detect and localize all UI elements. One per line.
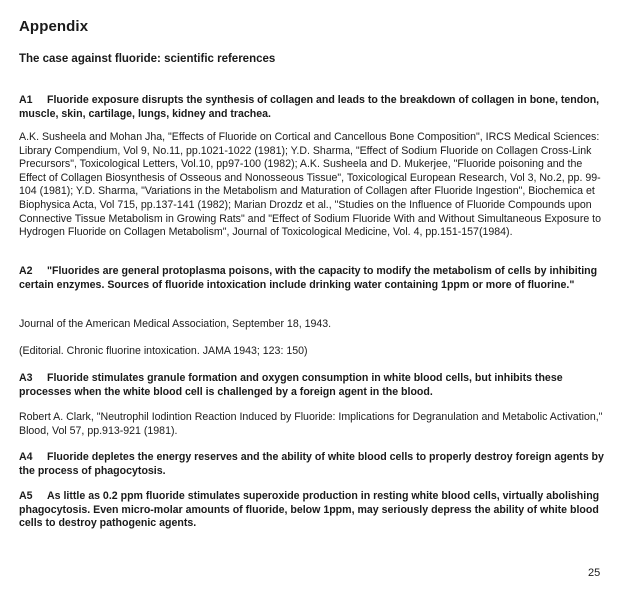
section-a3-heading	[19, 372, 611, 399]
appendix-title: Appendix	[19, 18, 89, 35]
section-a2-reference-1: Journal of the American Medical Association, September 18, 1943.	[19, 318, 332, 330]
section-heading-text: "Fluorides are general protoplasma poisons, with the capacity to modify the metabolism of cells by inhibiting certain enzymes. Sources of fluoride intoxication include drinking water containing 1ppm or more of fluorine."	[19, 265, 598, 291]
section-heading-text: Fluoride stimulates granule formation and oxygen consumption in white blood cells, but inhibits these processes when the white blood cell is challenged by a foreign agent in the blood.	[19, 372, 563, 398]
section-number: A1	[19, 94, 33, 106]
section-heading-text: As little as 0.2 ppm fluoride stimulates superoxide production in resting white blood cells, virtually abolishing phagocytosis. Even micro-molar amounts of fluoride, below 1ppm, may seriously depress the ability of white blood cells to destroy pathogenic agents.	[19, 490, 600, 530]
section-number: A3	[19, 372, 33, 384]
section-a4-heading	[19, 451, 611, 478]
page-number: 25	[588, 567, 601, 579]
section-heading-text: Fluoride depletes the energy reserves and the ability of white blood cells to properly destroy foreign agents by the process of phagocytosis.	[19, 451, 604, 477]
section-a2-heading	[19, 265, 611, 292]
section-number: A5	[19, 490, 33, 502]
section-a2-reference-2: (Editorial. Chronic fluorine intoxication. JAMA 1943; 123: 150)	[19, 345, 308, 357]
section-a1-reference: A.K. Susheela and Mohan Jha, "Effects of Fluoride on Cortical and Cancellous Bone Composition", IRCS Medical Sciences: Library Compendium, Vol 9, No.11, pp.1021-1022 (1981); Y.D. Sharma, "Effect of Sodium Fluoride on Collagen Cross-Link Precursors", Toxicological Letters, Vol.10, pp97-100 (1982); A.K. Susheela and D. Mukerjee, "Fluoride poisoning and the Effect of Collagen Biosynthesis of Osseous and Nonosseous Tissue", Toxicological European Research, Vol 3, No.2, pp. 99-104 (1981); Y.D. Sharma, "Variations in the Metabolism and Maturation of Collagen after Fluoride Ingestion", Biochemica et Biophysica Acta, Vol 715, pp.137-141 (1982); Marian Drozdz et al., "Studies on the Influence of Fluoride Compounds upon Connective Tissue Metabolism in Growing Rats" and "Effect of Sodium Fluoride With and Without Simultaneous Exposure to Hydrogen Fluoride on Collagen Metabolism", Journal of Toxicological Medicine, Vol. 4, pp.151-157(1984).	[19, 131, 602, 239]
document-subtitle: The case against fluoride: scientific references	[19, 53, 276, 65]
section-number: A4	[19, 451, 33, 463]
section-a5-heading	[19, 490, 611, 531]
section-a3-reference: Robert A. Clark, "Neutrophil Iodintion Reaction Induced by Fluoride: Implications for Degranulation and Metabolic Activation," Blood, Vol 57, pp.913-921 (1981).	[19, 411, 603, 437]
section-a1-heading	[19, 94, 611, 121]
section-heading-text: Fluoride exposure disrupts the synthesis of collagen and leads to the breakdown of collagen in bone, tendon, muscle, skin, cartilage, lungs, kidney and trachea.	[19, 94, 600, 120]
section-number: A2	[19, 265, 33, 277]
